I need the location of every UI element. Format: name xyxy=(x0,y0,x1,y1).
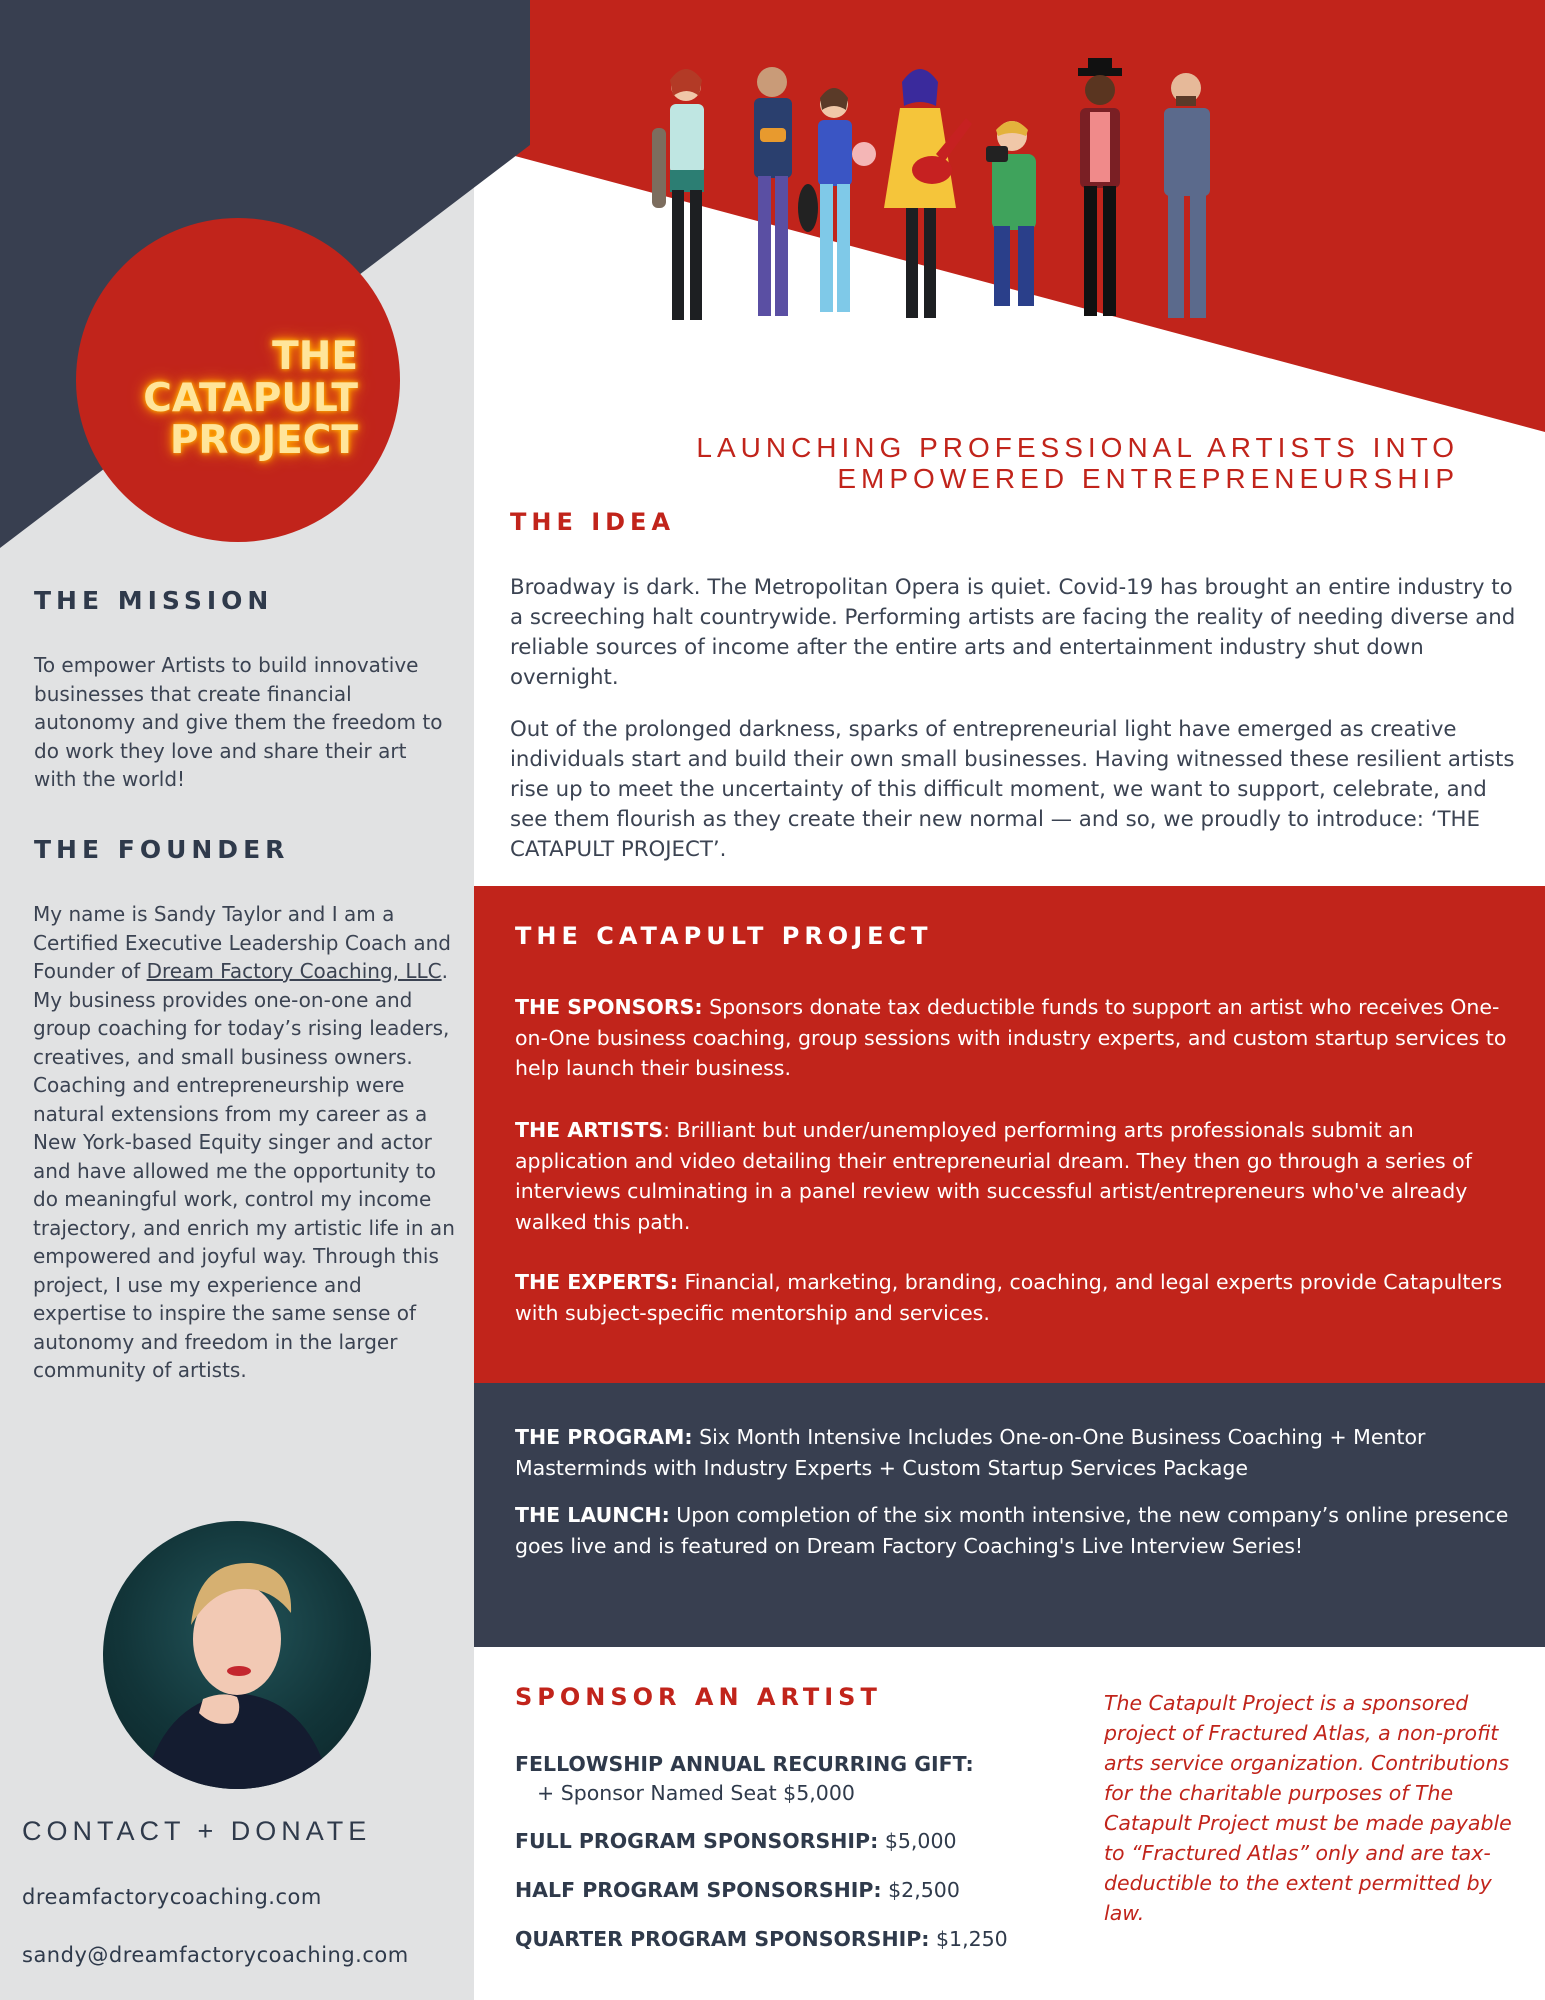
logo-line-3: PROJECT xyxy=(169,418,358,463)
artists-illustration xyxy=(620,58,1270,398)
portrait-image xyxy=(103,1521,371,1789)
artist-figure-4 xyxy=(884,69,972,318)
tier-half xyxy=(515,1876,960,1905)
mission-heading: THE MISSION xyxy=(34,586,274,615)
tier-quarter-amount: $1,250 xyxy=(929,1927,1008,1951)
launch-label: THE LAUNCH: xyxy=(515,1503,670,1527)
sponsors-paragraph xyxy=(515,992,1515,1084)
launch-paragraph xyxy=(515,1500,1515,1561)
tier-half-amount: $2,500 xyxy=(881,1878,960,1902)
logo-text xyxy=(143,336,358,462)
dream-factory-link[interactable]: Dream Factory Coaching, LLC xyxy=(146,959,442,983)
tier-quarter-label: QUARTER PROGRAM SPONSORSHIP: xyxy=(515,1927,930,1951)
founder-text-intro: My name is Sandy Taylor and I am a Certified Executive Leadership Coach and Founder of xyxy=(33,902,451,983)
tier-full-label: FULL PROGRAM SPONSORSHIP: xyxy=(515,1829,879,1853)
contact-heading: CONTACT + DONATE xyxy=(22,1816,372,1846)
sponsors-text: Sponsors donate tax deductible funds to support an artist who receives One-on-One business coaching, group sessions with industry experts, and custom startup services to help launch their business. xyxy=(515,995,1507,1080)
launch-text: Upon completion of the six month intensive, the new company’s online presence goes live and is featured on Dream Factory Coaching's Live Interview Series! xyxy=(515,1503,1509,1558)
catapult-project-heading: THE CATAPULT PROJECT xyxy=(515,922,933,950)
logo-line-1: THE xyxy=(272,334,358,379)
artist-figure-2 xyxy=(754,67,792,316)
tier-full xyxy=(515,1827,957,1856)
idea-paragraph-2: Out of the prolonged darkness, sparks of entrepreneurial light have emerged as creative individuals start and build their own small businesses. Having witnessed these resilient artists rise up to meet the uncertainty of this difficult moment, we want to support, celebrate, and see them flourish as they create their new normal — and so, we proudly to introduce: ‘THE CATAPULT PROJECT’. xyxy=(510,717,1515,862)
logo-line-2: CATAPULT xyxy=(143,376,358,421)
founder-text-body: . My business provides one-on-one and group coaching for today’s rising leaders, creatives, and small business owners. Coaching and entrepreneurship were natural extensions from my career as a New York-based Equity singer and actor and have allowed me the opportunity to do meaningful work, control my income trajectory, and enrich my artistic life in an empowered and joyful way. Through this project, I use my experience and expertise to inspire the same sense of autonomy and freedom in the larger community of artists. xyxy=(33,959,455,1382)
founder-text xyxy=(33,900,458,1385)
tagline-line-2: EMPOWERED ENTREPRENEURSHIP xyxy=(837,463,1459,494)
fractured-atlas-disclaimer: The Catapult Project is a sponsored project of Fractured Atlas, a non-profit arts service organization. Contributions for the charitable purposes of The Catapult Project must be made payable to “Fractured Atlas” only and are tax-deductible to the extent permitted by law. xyxy=(1104,1691,1512,1925)
tier-fellowship-subline: + Sponsor Named Seat $5,000 xyxy=(537,1781,855,1805)
experts-paragraph xyxy=(515,1267,1515,1328)
tier-half-label: HALF PROGRAM SPONSORSHIP: xyxy=(515,1878,882,1902)
program-text: Six Month Intensive Includes One-on-One Business Coaching + Mentor Masterminds with Industry Experts + Custom Startup Services Package xyxy=(515,1425,1426,1480)
tier-full-amount: $5,000 xyxy=(878,1829,957,1853)
tier-quarter xyxy=(515,1925,1008,1954)
artist-figure-1 xyxy=(652,69,704,320)
idea-heading: THE IDEA xyxy=(510,508,676,536)
tier-fellowship xyxy=(515,1750,974,1808)
experts-label: THE EXPERTS: xyxy=(515,1270,678,1294)
artist-figure-5 xyxy=(986,121,1036,306)
artists-paragraph xyxy=(515,1115,1515,1237)
founder-portrait xyxy=(103,1521,371,1789)
artists-label: THE ARTISTS xyxy=(515,1118,664,1142)
founder-heading: THE FOUNDER xyxy=(34,835,290,864)
program-label: THE PROGRAM: xyxy=(515,1425,693,1449)
sponsor-heading: SPONSOR AN ARTIST xyxy=(515,1683,882,1711)
artist-figure-3 xyxy=(798,88,876,312)
program-paragraph xyxy=(515,1422,1515,1483)
artist-figure-6 xyxy=(1078,58,1122,316)
contact-website[interactable]: dreamfactorycoaching.com xyxy=(22,1885,322,1909)
logo-circle xyxy=(76,218,400,542)
artist-figure-7 xyxy=(1164,73,1210,318)
sponsors-label: THE SPONSORS: xyxy=(515,995,703,1019)
experts-text: Financial, marketing, branding, coaching, and legal experts provide Catapulters with subject-specific mentorship and services. xyxy=(515,1270,1503,1325)
idea-paragraph-1: Broadway is dark. The Metropolitan Opera is quiet. Covid-19 has brought an entire industry to a screeching halt countrywide. Performing artists are facing the reality of needing diverse and reliable sources of income after the entire arts and entertainment industry shut down overnight. xyxy=(510,575,1516,690)
contact-email[interactable]: sandy@dreamfactorycoaching.com xyxy=(22,1943,409,1967)
tagline-line-1: LAUNCHING PROFESSIONAL ARTISTS INTO xyxy=(696,432,1459,463)
mission-text: To empower Artists to build innovative businesses that create financial autonomy and give them the freedom to do work they love and share their art with the world! xyxy=(34,653,443,791)
artists-text: : Brilliant but under/unemployed performing arts professionals submit an application and video detailing their entrepreneurial dream. They then go through a series of interviews culminating in a panel review with successful artist/entrepreneurs who've already walked this path. xyxy=(515,1118,1472,1234)
tier-fellowship-label: FELLOWSHIP ANNUAL RECURRING GIFT: xyxy=(515,1752,974,1776)
tagline xyxy=(559,432,1459,494)
